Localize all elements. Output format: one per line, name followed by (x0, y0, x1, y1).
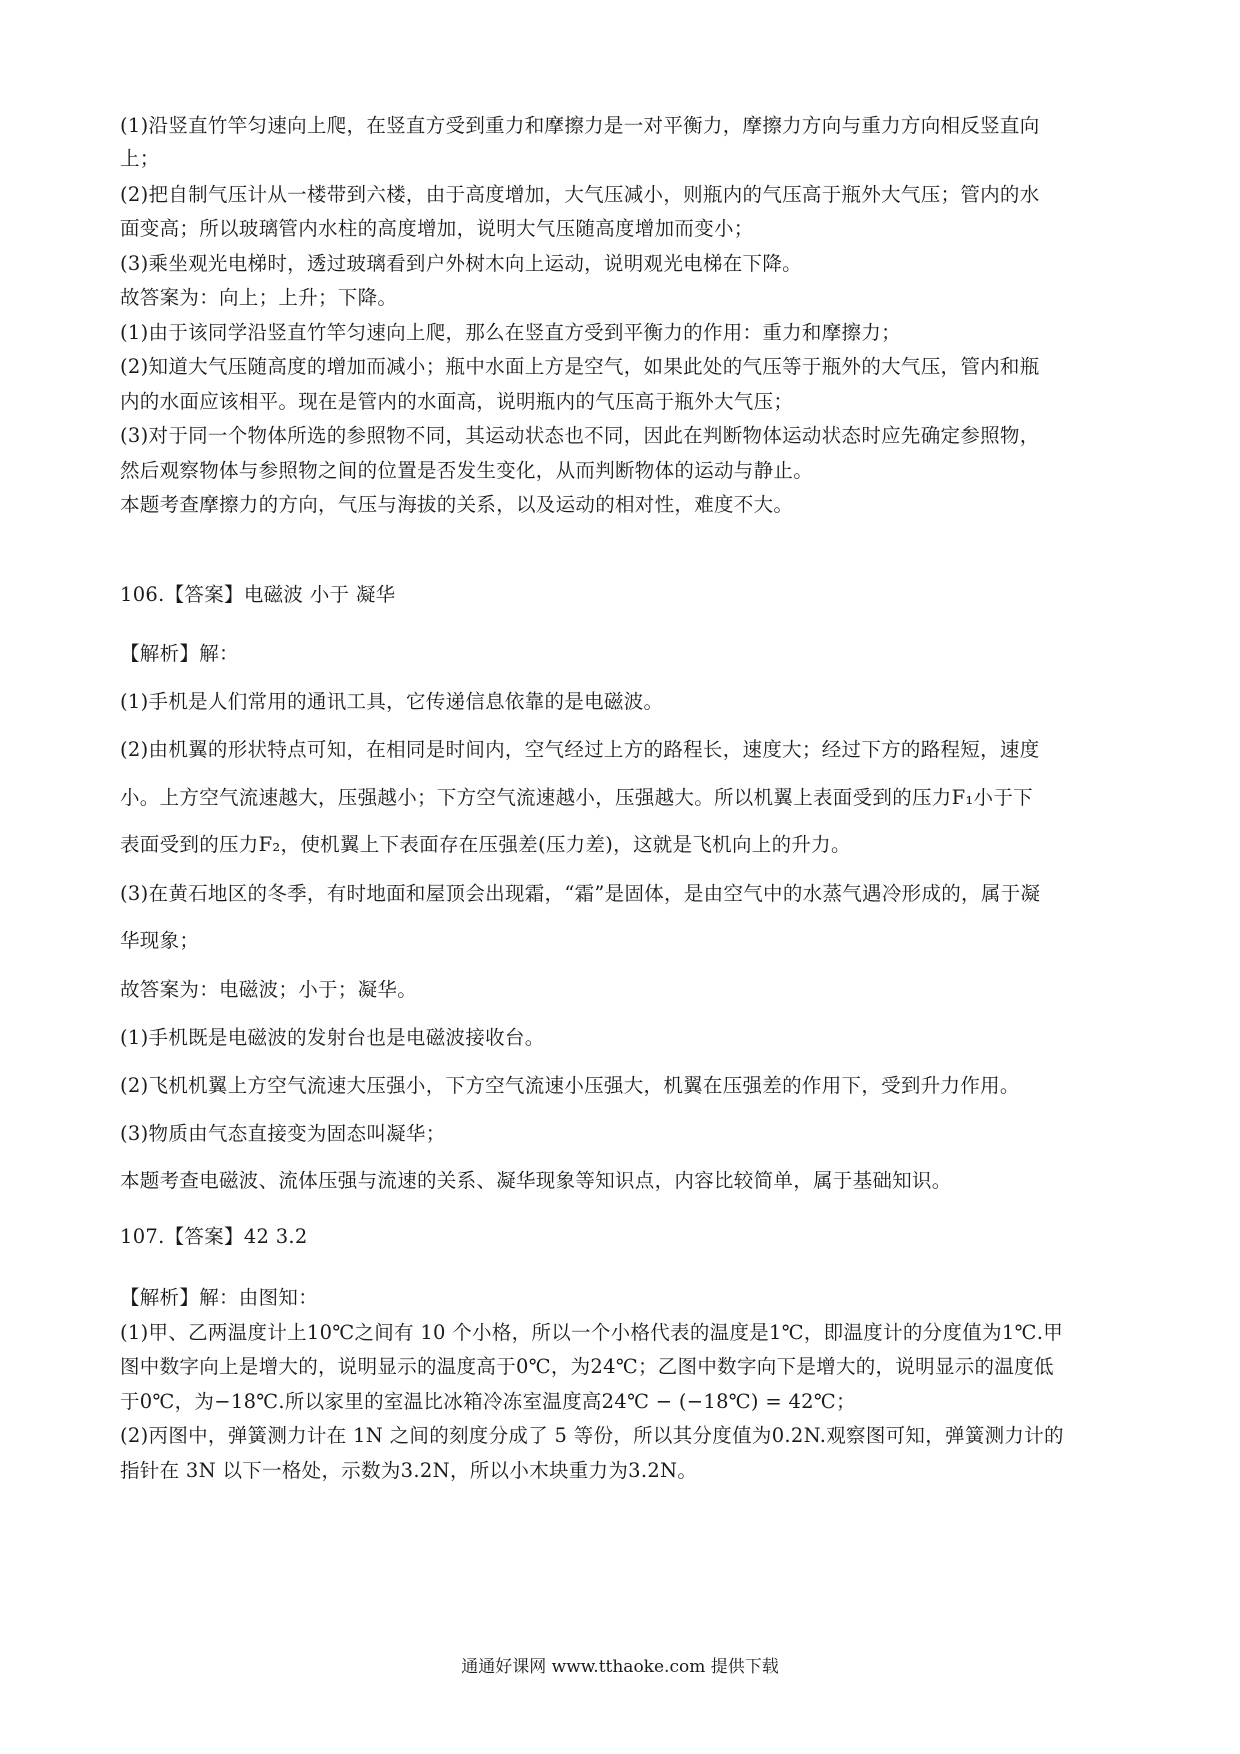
text-line: (2)知道大气压随高度的增加而减小；瓶中水面上方是空气，如果此处的气压等于瓶外的大气压，管内和瓶 (120, 355, 1040, 378)
text-line: 表面受到的压力F₂，使机翼上下表面存在压强差(压力差)，这就是飞机向上的升力。 (120, 833, 851, 856)
text-line: (1)由于该同学沿竖直竹竿匀速向上爬，那么在竖直方受到平衡力的作用：重力和摩擦力； (120, 321, 901, 344)
analysis-label: 【解析】解：由图知： (120, 1286, 319, 1309)
text-line: (1)手机是人们常用的通讯工具，它传递信息依靠的是电磁波。 (120, 690, 664, 713)
text-line: (3)物质由气态直接变为固态叫凝华； (120, 1122, 446, 1145)
text-line: 图中数字向上是增大的，说明显示的温度高于0℃，为24℃；乙图中数字向下是增大的，说明显示的温度低 (120, 1355, 1054, 1378)
text-line: (2)由机翼的形状特点可知，在相同是时间内，空气经过上方的路程长，速度大；经过下方的路程短，速度 (120, 738, 1040, 761)
text-line: (1)沿竖直竹竿匀速向上爬，在竖直方受到重力和摩擦力是一对平衡力，摩擦力方向与重力方向相反竖直向 (120, 114, 1040, 137)
text-line: 面变高；所以玻璃管内水柱的高度增加，说明大气压随高度增加而变小； (120, 217, 754, 240)
text-line: (3)对于同一个物体所选的参照物不同，其运动状态也不同，因此在判断物体运动状态时应先确定参照物， (120, 424, 1040, 447)
answer-line: 故答案为：电磁波；小于；凝华。 (120, 978, 418, 1001)
text-line: 指针在 3N 以下一格处，示数为3.2N，所以小木块重力为3.2N。 (120, 1459, 698, 1482)
summary-line: 本题考查摩擦力的方向，气压与海拔的关系，以及运动的相对性，难度不大。 (120, 493, 794, 516)
text-line: (2)把自制气压计从一楼带到六楼，由于高度增加，大气压减小，则瓶内的气压高于瓶外大气压；管内的水 (120, 183, 1040, 206)
text-line: (1)甲、乙两温度计上10℃之间有 10 个小格，所以一个小格代表的温度是1℃，即温度计的分度值为1℃.甲 (120, 1321, 1063, 1344)
answer-line: 故答案为：向上；上升；下降。 (120, 286, 398, 309)
text-line: 华现象； (120, 929, 200, 952)
text-line: (3)在黄石地区的冬季，有时地面和屋顶会出现霜，“霜”是固体，是由空气中的水蒸气遇冷形成的，属于凝 (120, 882, 1041, 905)
answer-header: 107.【答案】42 3.2 (120, 1225, 308, 1248)
text-line: 于0℃，为−18℃.所以家里的室温比冰箱冷冻室温度高24℃ − (−18℃) = 42℃； (120, 1390, 856, 1413)
text-line: 上； (120, 147, 160, 170)
text-line: 内的水面应该相平。现在是管内的水面高，说明瓶内的气压高于瓶外大气压； (120, 390, 794, 413)
text-line: 小。上方空气流速越大，压强越小；下方空气流速越小，压强越大。所以机翼上表面受到的压力F₁小于下 (120, 786, 1033, 809)
text-line: (2)飞机机翼上方空气流速大压强小，下方空气流速小压强大，机翼在压强差的作用下，受到升力作用。 (120, 1074, 1020, 1097)
answer-header: 106.【答案】电磁波 小于 凝华 (120, 583, 396, 606)
text-line: (3)乘坐观光电梯时，透过玻璃看到户外树木向上运动，说明观光电梯在下降。 (120, 252, 802, 275)
text-line: 然后观察物体与参照物之间的位置是否发生变化，从而判断物体的运动与静止。 (120, 459, 814, 482)
summary-line: 本题考查电磁波、流体压强与流速的关系、凝华现象等知识点，内容比较简单，属于基础知识。 (120, 1169, 952, 1192)
page-footer: 通通好课网 www.tthaoke.com 提供下载 (461, 1657, 779, 1677)
analysis-label: 【解析】解： (120, 642, 239, 665)
text-line: (2)丙图中，弹簧测力计在 1N 之间的刻度分成了 5 等份，所以其分度值为0.2N.观察图可知，弹簧测力计的 (120, 1424, 1064, 1447)
text-line: (1)手机既是电磁波的发射台也是电磁波接收台。 (120, 1026, 545, 1049)
